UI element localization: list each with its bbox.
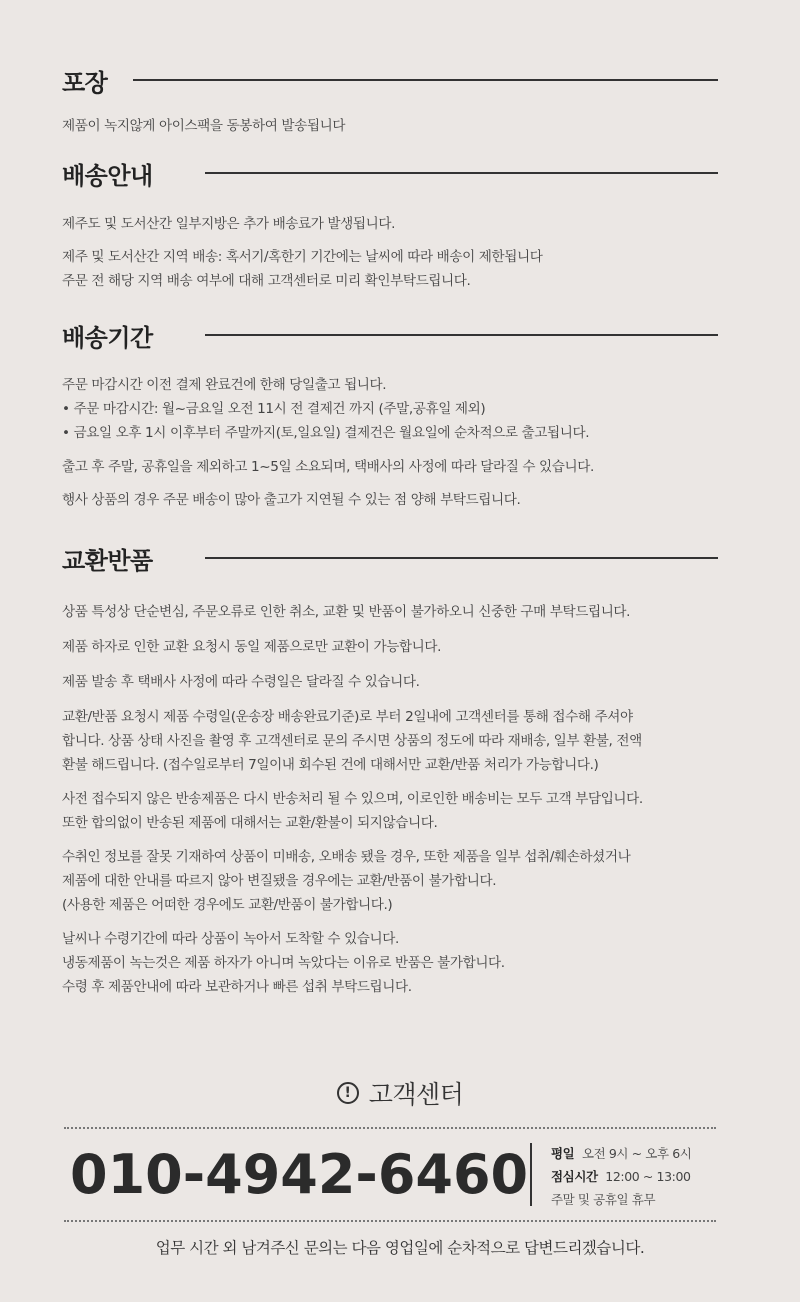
shipping-period-paragraph: 출고 후 주말, 공휴일을 제외하고 1~5일 소요되며, 택배사의 사정에 따라 달라질 수 있습니다. xyxy=(62,459,594,475)
section-divider xyxy=(133,79,718,81)
exchange-return-paragraph: 제품 발송 후 택배사 사정에 따라 수령일은 달라질 수 있습니다. xyxy=(62,674,420,690)
shipping-period-section xyxy=(62,315,718,512)
exchange-return-paragraph xyxy=(62,845,718,917)
shipping-period-title: 배송기간 xyxy=(62,323,153,352)
exchange-return-paragraph: 제품 하자로 인한 교환 요청시 동일 제품으로만 교환이 가능합니다. xyxy=(62,639,442,655)
exchange-return-paragraph xyxy=(62,927,718,999)
hours-key: 평일 xyxy=(551,1146,575,1161)
info-icon: ! xyxy=(337,1082,359,1104)
bullet-item: • 금요일 오후 1시 이후부터 주말까지(토,일요일) 결제건은 월요일에 순차적으로 출고됩니다. xyxy=(62,425,590,441)
text-line: 제품에 대한 안내를 따르지 않아 변질됐을 경우에는 교환/반품이 불가합니다. xyxy=(62,873,497,889)
shipping-period-paragraph: 행사 상품의 경우 주문 배송이 많아 출고가 지연될 수 있는 점 양해 부탁드립니다. xyxy=(62,492,521,508)
shipping-info-paragraph xyxy=(62,245,718,293)
section-divider xyxy=(205,172,718,174)
section-header xyxy=(62,315,718,355)
after-hours-note: 업무 시간 외 남겨주신 문의는 다음 영업일에 순차적으로 답변드리겠습니다. xyxy=(155,1239,645,1257)
section-header xyxy=(62,538,718,578)
hours-row-weekday xyxy=(551,1142,691,1165)
packaging-text: 제품이 녹지않게 아이스팩을 동봉하여 발송됩니다 xyxy=(62,118,346,134)
text-line: 수령 후 제품안내에 따라 보관하거나 빠른 섭취 부탁드립니다. xyxy=(62,979,412,995)
text-line: 또한 합의없이 반송된 제품에 대해서는 교환/환불이 되지않습니다. xyxy=(62,815,438,831)
phone-number[interactable]: 010-4942-6460 xyxy=(70,1143,529,1206)
bullet-item: • 주문 마감시간: 월~금요일 오전 11시 전 결제건 까지 (주말,공휴일 제외) xyxy=(62,401,486,417)
text-line: 냉동제품이 녹는것은 제품 하자가 아니며 녹았다는 이유로 반품은 불가합니다. xyxy=(62,955,505,971)
section-header xyxy=(62,60,718,100)
shipping-info-paragraph: 제주도 및 도서산간 일부지방은 추가 배송료가 발생됩니다. xyxy=(62,216,396,232)
exchange-return-paragraph: 상품 특성상 단순변심, 주문오류로 인한 취소, 교환 및 반품이 불가하오니 신중한 구매 부탁드립니다. xyxy=(62,604,631,620)
text-line: 날씨나 수령기간에 따라 상품이 녹아서 도착할 수 있습니다. xyxy=(62,931,399,947)
dotted-divider xyxy=(64,1127,716,1129)
section-divider xyxy=(205,557,718,559)
text-line: (사용한 제품은 어떠한 경우에도 교환/반품이 불가합니다.) xyxy=(62,897,393,913)
hours-value: 12:00 ~ 13:00 xyxy=(605,1169,691,1184)
section-divider xyxy=(205,334,718,336)
exchange-return-paragraph xyxy=(62,705,718,777)
text-line: 사전 접수되지 않은 반송제품은 다시 반송처리 될 수 있으며, 이로인한 배송비는 모두 고객 부담입니다. xyxy=(62,791,643,807)
text-line: 수취인 정보를 잘못 기재하여 상품이 미배송, 오배송 됐을 경우, 또한 제품을 일부 섭취/훼손하셨거나 xyxy=(62,849,631,865)
dotted-divider xyxy=(64,1220,716,1222)
shipping-info-title: 배송안내 xyxy=(62,161,153,190)
text-line: 제주 및 도서산간 지역 배송: 혹서기/혹한기 기간에는 날씨에 따라 배송이 제한됩니다 xyxy=(62,249,543,265)
hours-value: 오전 9시 ~ 오후 6시 xyxy=(581,1146,692,1161)
exchange-return-title: 교환반품 xyxy=(62,546,153,575)
hours-key: 점심시간 xyxy=(551,1169,598,1184)
packaging-section xyxy=(62,60,718,138)
text-line: 합니다. 상품 상태 사진을 촬영 후 고객센터로 문의 주시면 상품의 정도에 따라 재배송, 일부 환불, 전액 xyxy=(62,733,642,749)
hours-row-closed xyxy=(551,1188,691,1211)
text-line: 교환/반품 요청시 제품 수령일(운송장 배송완료기준)로 부터 2일내에 고객센터를 통해 접수해 주셔야 xyxy=(62,709,633,725)
shipping-period-paragraph xyxy=(62,373,718,445)
business-hours xyxy=(551,1142,691,1211)
packaging-title: 포장 xyxy=(62,68,108,97)
text-line: 환불 해드립니다. (접수일로부터 7일이내 회수된 건에 대해서만 교환/반품 처리가 가능합니다.) xyxy=(62,757,599,773)
vertical-divider xyxy=(530,1143,532,1206)
exchange-return-section xyxy=(62,538,718,999)
customer-center-title: 고객센터 xyxy=(368,1080,464,1109)
shipping-info-section xyxy=(62,153,718,293)
section-header xyxy=(62,153,718,193)
text-line: 주문 전 해당 지역 배송 여부에 대해 고객센터로 미리 확인부탁드립니다. xyxy=(62,273,471,289)
exchange-return-paragraph xyxy=(62,787,718,835)
customer-center-header xyxy=(0,1075,800,1111)
hours-value: 주말 및 공휴일 휴무 xyxy=(551,1192,656,1207)
hours-row-lunch xyxy=(551,1165,691,1188)
text-line: 주문 마감시간 이전 결제 완료건에 한해 당일출고 됩니다. xyxy=(62,377,387,393)
